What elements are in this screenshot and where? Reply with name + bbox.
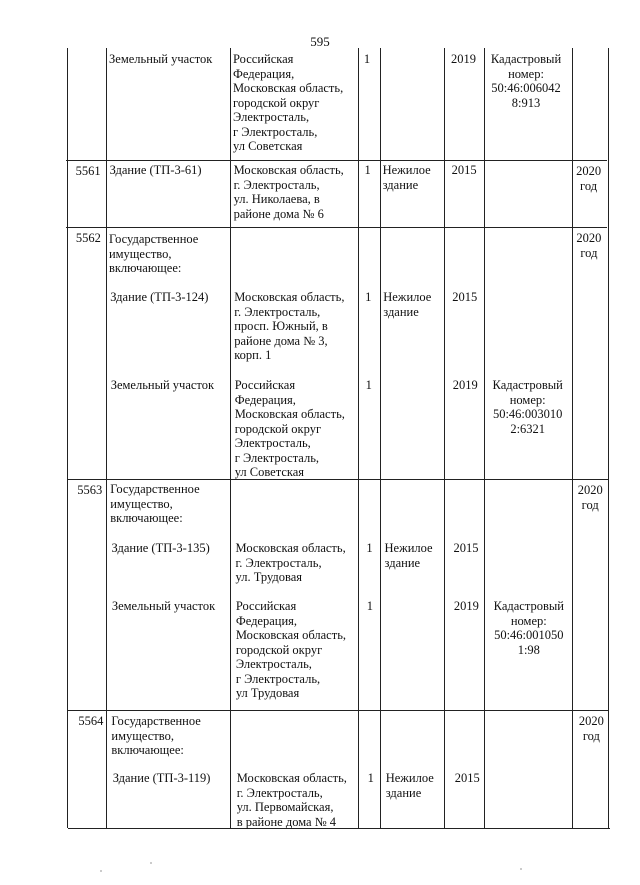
item-year: 2015 — [454, 771, 480, 785]
item-address-line: просп. Южный, в — [234, 319, 328, 333]
item-address-line: в районе дома № 4 — [236, 814, 337, 829]
item-cadastral-note-line: номер: — [508, 66, 544, 81]
item-cadastral-note-line: 50:46:006042 — [491, 81, 561, 95]
item-address-line: городской округ — [234, 421, 322, 436]
item-purpose-line: здание — [382, 177, 419, 192]
inclusion-year-line: год — [581, 497, 599, 512]
row-number: 5561 — [75, 164, 101, 178]
item-quantity: 1 — [365, 378, 372, 392]
item-cadastral-note-line: 50:46:003010 — [492, 407, 563, 421]
item-address-line: городской округ — [235, 642, 323, 657]
item-address-line: ул. Николаева, в — [233, 192, 320, 206]
group-header-line: имущество, — [108, 246, 172, 261]
item-address-line: корп. 1 — [234, 348, 272, 362]
page-number: 595 — [310, 34, 330, 49]
item-purpose-line: Нежилое — [382, 163, 431, 177]
row-rule — [66, 227, 606, 228]
item-address-line: г. Электросталь, — [236, 785, 323, 800]
item-address-line: Российская — [234, 378, 296, 392]
item-address-line: ул. Трудовая — [235, 570, 303, 584]
item-address-line: ул Трудовая — [235, 686, 300, 700]
row-number: 5562 — [75, 231, 101, 245]
item-cadastral-note-line: номер: — [510, 613, 547, 628]
inclusion-year-line: год — [580, 178, 598, 193]
item-address-line: Московская область, — [233, 163, 344, 177]
item-name — [110, 290, 230, 305]
group-header — [109, 232, 229, 276]
item-address-line: г Электросталь, — [234, 450, 320, 465]
item-address-line: ул Советская — [234, 465, 305, 479]
item-cadastral-note-line: 2:6321 — [510, 421, 546, 436]
column-rule — [608, 48, 609, 828]
item-cadastral-note-line: Кадастровый — [492, 378, 563, 392]
item-quantity: 1 — [366, 599, 373, 613]
item-address-line: г Электросталь, — [233, 124, 318, 139]
scan-speck — [100, 870, 102, 872]
item-name — [110, 163, 230, 178]
scan-speck — [150, 862, 152, 864]
row-number: 5563 — [77, 483, 103, 497]
column-rule — [230, 48, 231, 828]
item-address — [237, 771, 361, 829]
item-address-line: Московская область, — [235, 628, 347, 642]
item-cadastral-note — [484, 378, 572, 436]
item-name-line: Земельный участок — [109, 52, 213, 66]
item-address-line: Московская область, — [234, 290, 345, 304]
item-name — [113, 771, 233, 786]
inclusion-year-line: 2020 — [576, 231, 602, 245]
item-cadastral-note — [485, 599, 573, 657]
inclusion-year-line: год — [582, 728, 600, 743]
group-header-line: Государственное — [110, 482, 200, 496]
item-purpose-line: Нежилое — [383, 290, 432, 304]
item-year: 2015 — [452, 290, 478, 304]
item-year: 2019 — [451, 52, 477, 66]
group-header-line: имущество, — [111, 728, 174, 743]
item-address-line: районе дома № 3, — [234, 333, 328, 348]
item-purpose-line: Нежилое — [384, 541, 433, 555]
item-quantity: 1 — [364, 163, 371, 177]
item-address-line: Московская область, — [234, 407, 345, 421]
item-year: 2015 — [453, 541, 479, 555]
item-name-line: Здание (ТП-3-61) — [109, 163, 202, 177]
item-address-line: ул. Первомайская, — [236, 800, 334, 814]
item-address-line: Московская область, — [235, 541, 346, 555]
inclusion-year — [571, 231, 607, 260]
item-name — [111, 378, 231, 393]
item-year: 2015 — [451, 163, 477, 177]
group-header — [110, 482, 230, 526]
row-rule — [66, 160, 606, 161]
group-header-line: Государственное — [111, 714, 201, 728]
group-header-line: имущество, — [110, 496, 173, 511]
item-address-line: Московская область, — [233, 81, 344, 95]
column-rule — [106, 48, 107, 828]
group-header-line: включающее: — [110, 511, 183, 525]
item-quantity: 1 — [367, 771, 374, 785]
group-header-line: Государственное — [108, 232, 199, 246]
item-address-line: г. Электросталь, — [234, 304, 321, 319]
inclusion-year-line: год — [580, 245, 598, 260]
item-address — [234, 163, 358, 221]
group-header — [111, 714, 231, 758]
group-header-line: включающее: — [108, 261, 182, 275]
item-purpose — [386, 771, 448, 800]
item-address-line: районе дома № 6 — [233, 206, 324, 221]
item-cadastral-note-line: Кадастровый — [493, 599, 564, 613]
column-rule — [484, 48, 485, 828]
row-rule — [68, 710, 610, 711]
item-name-line: Здание (ТП-3-124) — [110, 290, 209, 304]
item-address — [236, 599, 360, 701]
item-quantity: 1 — [365, 290, 372, 304]
item-address-line: Московская область, — [236, 771, 347, 785]
inclusion-year — [572, 483, 608, 512]
group-header-line: включающее: — [111, 743, 184, 757]
scan-speck — [520, 868, 522, 870]
item-purpose — [383, 163, 445, 192]
item-cadastral-note-line: 1:98 — [517, 642, 540, 657]
item-address-line: Российская — [233, 52, 294, 66]
item-address-line: г Электросталь, — [235, 671, 321, 686]
item-name-line: Здание (ТП-3-135) — [111, 541, 210, 555]
item-purpose — [383, 290, 445, 319]
item-quantity: 1 — [366, 541, 373, 555]
item-purpose-line: Нежилое — [385, 771, 434, 785]
item-cadastral-note-line: номер: — [509, 392, 546, 407]
item-name-line: Земельный участок — [110, 378, 215, 392]
item-purpose-line: здание — [383, 304, 419, 319]
item-purpose-line: здание — [385, 785, 422, 800]
item-address-line: Российская — [235, 599, 297, 613]
item-name — [109, 52, 229, 67]
item-year: 2019 — [453, 599, 479, 613]
item-address-line: г. Электросталь, — [235, 555, 322, 570]
inclusion-year-line: 2020 — [577, 483, 603, 497]
item-name-line: Земельный участок — [111, 599, 216, 613]
item-cadastral-note-line: Кадастровый — [490, 52, 562, 66]
row-number: 5564 — [78, 714, 104, 728]
item-purpose-line: здание — [384, 555, 421, 570]
item-address-line: Федерация, — [234, 392, 296, 407]
item-address-line: Федерация, — [235, 613, 298, 628]
item-address-line: г. Электросталь, — [233, 177, 320, 192]
item-address — [233, 52, 357, 154]
item-year: 2019 — [452, 378, 478, 392]
inclusion-year-line: 2020 — [578, 714, 604, 728]
item-cadastral-note — [482, 52, 570, 110]
item-name — [112, 541, 232, 556]
item-purpose — [385, 541, 447, 570]
item-cadastral-note-line: 8:913 — [511, 95, 541, 110]
inclusion-year — [571, 164, 607, 193]
item-cadastral-note-line: 50:46:001050 — [494, 628, 564, 642]
item-address-line: Электросталь, — [234, 436, 311, 450]
item-address — [235, 378, 359, 480]
inclusion-year-line: 2020 — [576, 164, 602, 178]
item-address — [234, 290, 358, 363]
item-address-line: Федерация, — [233, 66, 295, 81]
item-address — [236, 541, 360, 585]
item-address-line: Электросталь, — [233, 110, 310, 124]
item-address-line: ул Советская — [233, 139, 303, 153]
item-name — [112, 599, 232, 614]
inclusion-year — [573, 714, 609, 743]
item-quantity: 1 — [363, 52, 371, 66]
item-address-line: Электросталь, — [235, 657, 312, 671]
item-name-line: Здание (ТП-3-119) — [112, 771, 211, 785]
column-rule — [380, 48, 381, 828]
item-address-line: городской округ — [233, 95, 320, 110]
